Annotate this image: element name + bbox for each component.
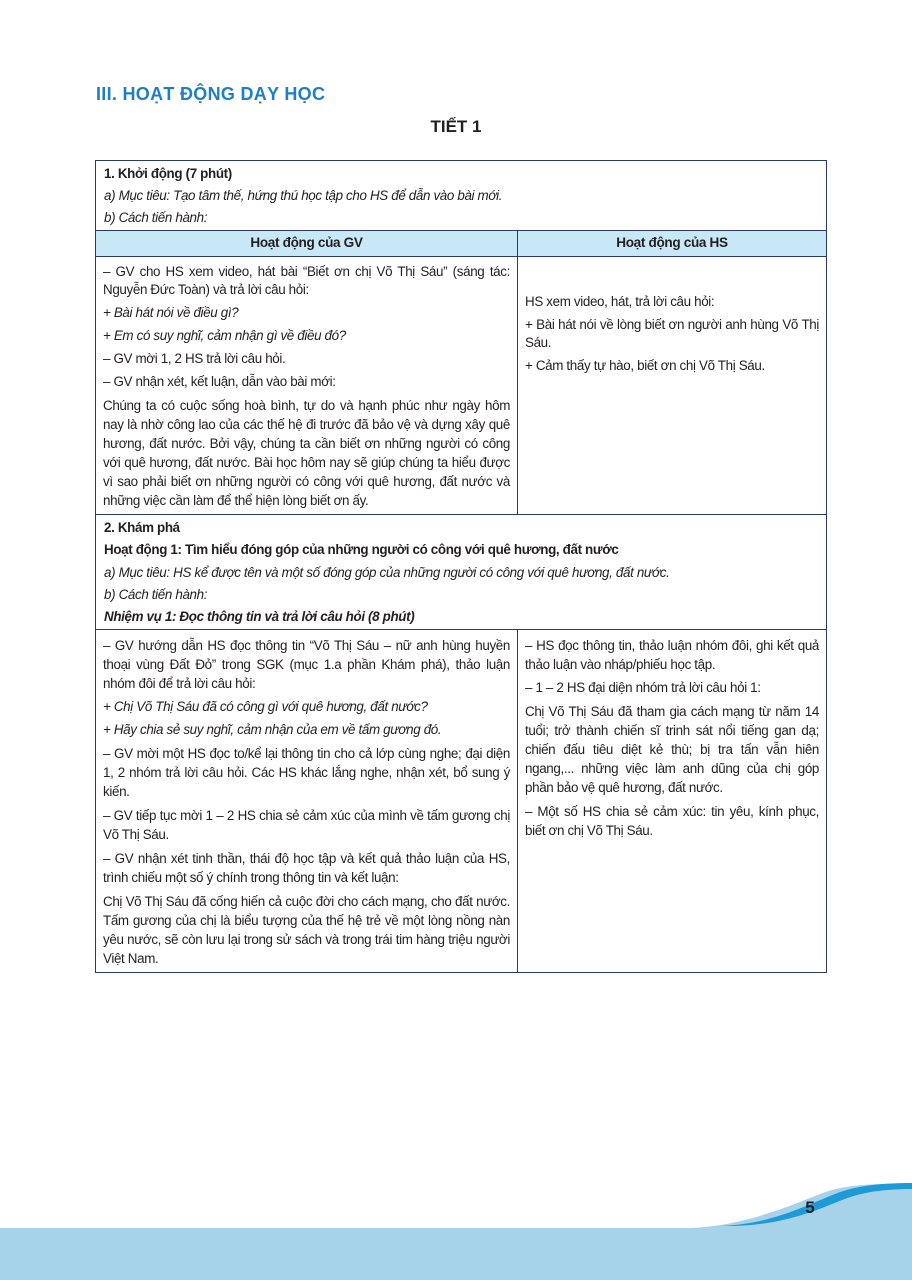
section1-cell	[96, 161, 827, 231]
student-cell-1	[518, 256, 827, 515]
student-text: + Cảm thấy tự hào, biết ơn chị Võ Thị Sáu.	[525, 357, 765, 373]
table-row	[96, 256, 827, 515]
section1-title: 1. Khởi động (7 phút)	[104, 166, 232, 181]
teacher-text: – GV mời 1, 2 HS trả lời câu hỏi.	[103, 351, 286, 366]
section-heading: III. HOẠT ĐỘNG DẠY HỌC	[96, 84, 326, 104]
section1-goal: a) Mục tiêu: Tạo tâm thế, hứng thú học tập cho HS để dẫn vào bài mới.	[104, 188, 503, 204]
student-text: Chị Võ Thị Sáu đã tham gia cách mạng từ năm 14 tuổi; trở thành chiến sĩ trinh sát nổi tiếng gan dạ; chiến đấu tiêu diệt kẻ thù; bị tra tấn vẫn hiên ngang,... những việc làm anh dũng của chị góp phần bảo vệ quê hương, đất nước.	[525, 704, 820, 796]
teacher-text: – GV mời một HS đọc to/kể lại thông tin cho cả lớp cùng nghe; đại diện 1, 2 nhóm trả lời câu hỏi. Các HS khác lắng nghe, nhận xét, bổ sung ý kiến.	[103, 746, 510, 800]
section2-title: 2. Khám phá	[104, 520, 180, 536]
teacher-text: – GV nhận xét tinh thần, thái độ học tập và kết quả thảo luận của HS, trình chiếu một số ý chính trong thông tin và kết luận:	[103, 851, 510, 886]
teacher-conclusion: Chị Võ Thị Sáu đã cống hiến cả cuộc đời cho cách mạng, cho đất nước. Tấm gương của chị là biểu tượng của thế hệ trẻ về một lòng nồng nàn yêu nước, sẽ còn lưu lại trong sử sách và trong trái tim hàng triệu người Việt Nam.	[103, 894, 510, 967]
table-row	[96, 629, 827, 973]
student-column-header: Hoạt động của HS	[518, 231, 827, 256]
section2-goal: a) Mục tiêu: HS kể được tên và một số đóng góp của những người có công với quê hương, đất nước.	[104, 564, 670, 580]
teacher-cell-1	[96, 256, 518, 515]
column-header-row	[96, 231, 827, 256]
student-cell-2	[518, 629, 827, 973]
teacher-question: + Bài hát nói về điều gì?	[103, 304, 239, 320]
teacher-cell-2	[96, 629, 518, 973]
teacher-text: – GV tiếp tục mời 1 – 2 HS chia sẻ cảm xúc của mình về tấm gương chị Võ Thị Sáu.	[103, 808, 510, 843]
student-text: – HS đọc thông tin, thảo luận nhóm đôi, ghi kết quả thảo luận vào nháp/phiếu học tập.	[525, 637, 820, 672]
teacher-question: + Hãy chia sẻ suy nghĩ, cảm nhận của em về tấm gương đó.	[103, 722, 442, 738]
teacher-text: – GV hướng dẫn HS đọc thông tin “Võ Thị Sáu – nữ anh hùng huyền thoại vùng Đất Đỏ” trong SGK (mục 1.a phần Khám phá), thảo luận nhóm đôi để trả lời câu hỏi:	[103, 637, 510, 691]
activity-title: Hoạt động 1: Tìm hiểu đóng góp của những người có công với quê hương, đất nước	[104, 542, 619, 558]
student-text: – 1 – 2 HS đại diện nhóm trả lời câu hỏi 1:	[525, 679, 761, 695]
student-text: HS xem video, hát, trả lời câu hỏi:	[525, 293, 715, 309]
teacher-question: + Chị Võ Thị Sáu đã có công gì với quê hương, đất nước?	[103, 698, 428, 714]
teacher-text: – GV cho HS xem video, hát bài “Biết ơn chị Võ Thị Sáu” (sáng tác: Nguyễn Đức Toàn) và trả lời câu hỏi:	[103, 263, 510, 297]
section2-header	[96, 515, 827, 629]
lesson-title: TIẾT 1	[430, 117, 482, 136]
lesson-plan-table	[95, 160, 827, 973]
student-text: + Bài hát nói về lòng biết ơn người anh hùng Võ Thị Sáu.	[525, 316, 820, 350]
task-title: Nhiệm vụ 1: Đọc thông tin và trả lời câu hỏi (8 phút)	[104, 608, 415, 624]
teacher-column-header: Hoạt động của GV	[96, 231, 518, 256]
section1-header	[96, 161, 827, 231]
page-number: 5	[805, 1198, 815, 1217]
teacher-text: – GV nhận xét, kết luận, dẫn vào bài mới:	[103, 374, 336, 390]
teacher-conclusion: Chúng ta có cuộc sống hoà bình, tự do và hạnh phúc như ngày hôm nay là nhờ công lao của các thế hệ đi trước đã bảo vệ và dựng xây quê hương, đất nước. Bởi vậy, chúng ta cần biết ơn những người có công với quê hương, đất nước. Bài học hôm nay sẽ giúp chúng ta hiểu được vì sao phải biết ơn những người có công với quê hương, đất nước và những việc cần làm để thể hiện lòng biết ơn ấy.	[103, 398, 510, 509]
student-text: – Một số HS chia sẻ cảm xúc: tin yêu, kính phục, biết ơn chị Võ Thị Sáu.	[525, 804, 820, 839]
section1-method: b) Cách tiến hành:	[104, 210, 208, 226]
teacher-question: + Em có suy nghĩ, cảm nhận gì về điều đó?	[103, 327, 346, 343]
section2-cell	[96, 515, 827, 629]
section2-method: b) Cách tiến hành:	[104, 586, 208, 602]
